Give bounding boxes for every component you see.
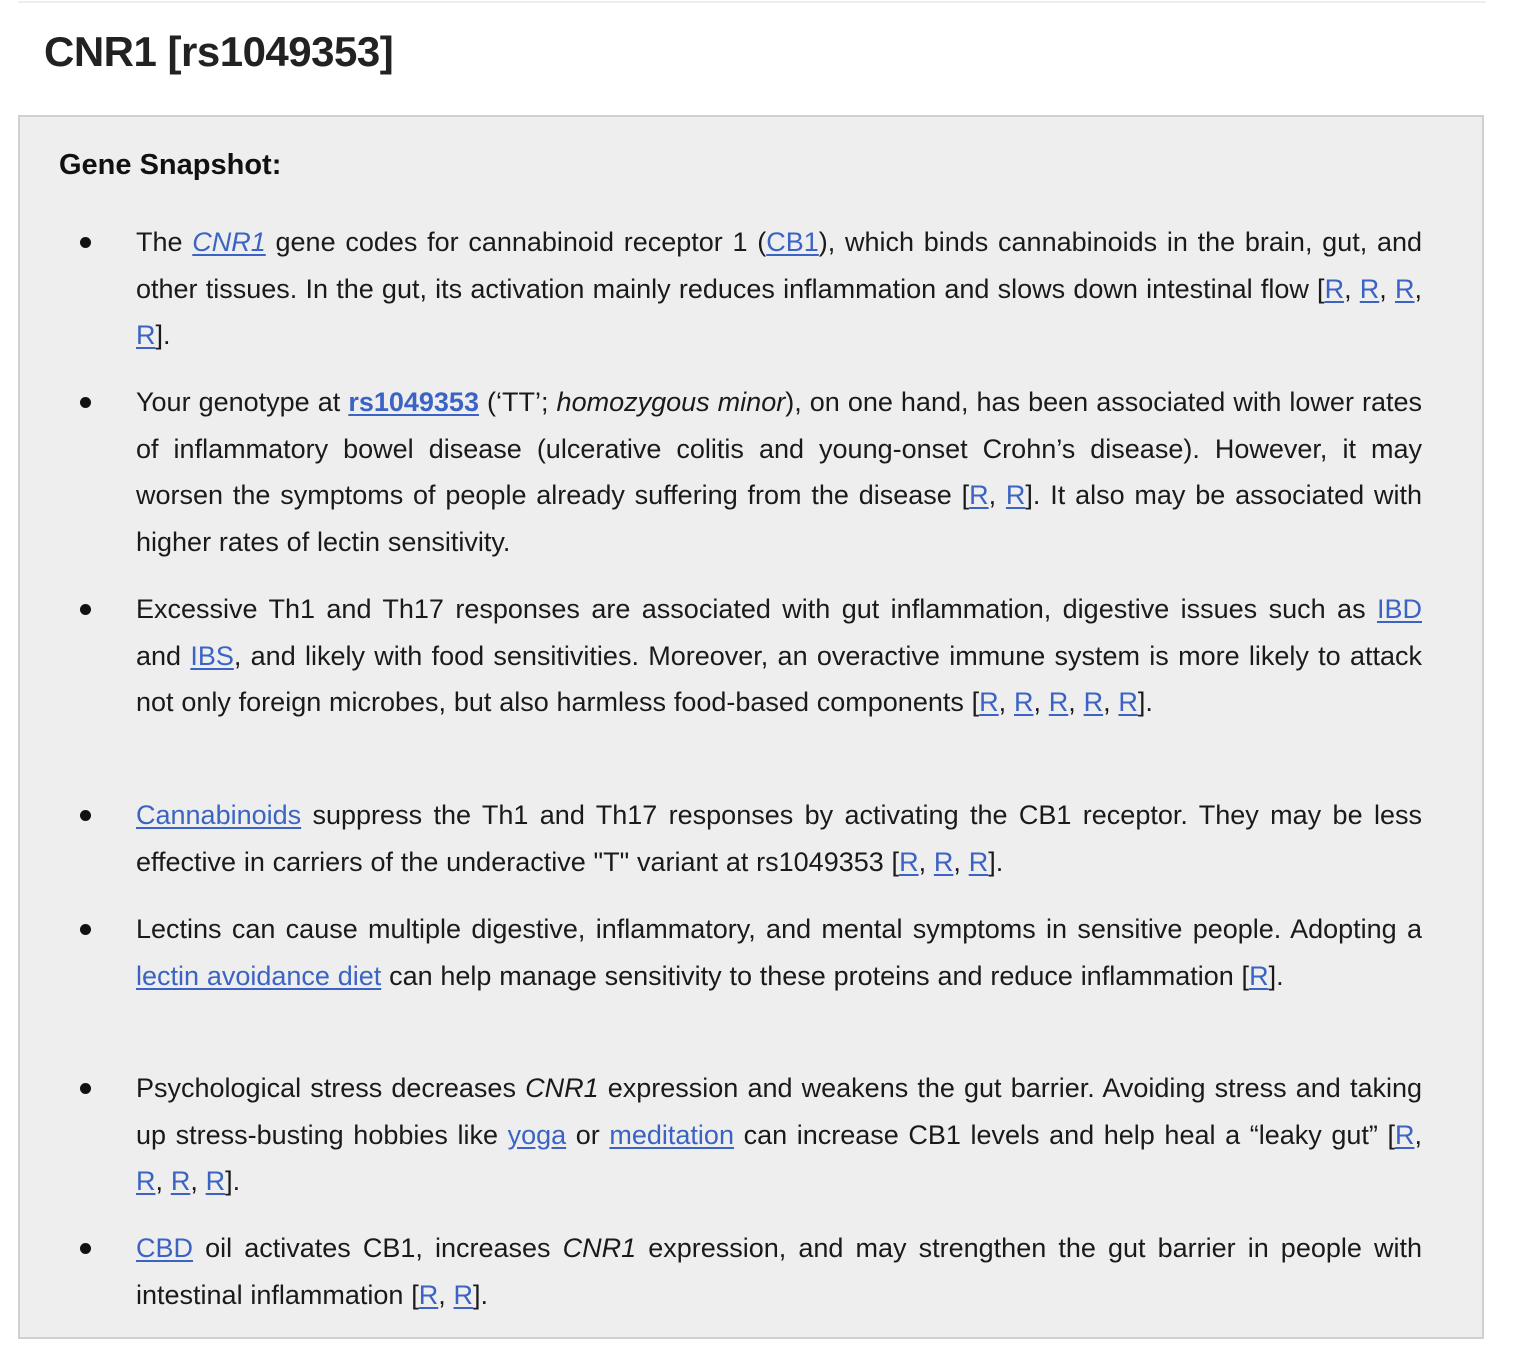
reference-link[interactable]: R — [899, 846, 919, 877]
text-run: , — [1379, 273, 1395, 304]
text-run: , — [1033, 687, 1049, 718]
reference-link[interactable]: R — [1005, 480, 1026, 511]
snapshot-item-text — [136, 387, 1422, 557]
text-run: , — [1103, 687, 1119, 718]
text-run: ]. It also may be associated with higher rates of lectin sensitivity. — [136, 480, 1423, 557]
cbd-link[interactable]: CBD — [136, 1233, 194, 1263]
reference-link[interactable]: R — [1048, 687, 1069, 718]
text-run: , — [1068, 687, 1084, 718]
reference-link[interactable]: R — [1083, 687, 1104, 718]
text-run: oil activates CB1, increases — [193, 1233, 563, 1263]
bullet-icon — [80, 1243, 91, 1254]
text-run: , — [918, 846, 934, 877]
reference-link[interactable]: R — [1394, 273, 1415, 304]
snapshot-item-text — [136, 1073, 1422, 1196]
text-run: (‘TT’; — [478, 387, 557, 417]
snapshot-item-text — [136, 1233, 1422, 1310]
gene-snapshot-title: Gene Snapshot: — [59, 149, 282, 181]
text-run: , and likely with food sensitivities. Moreover, an overactive immune system is more likely to attack not only foreign microbes, but also harmless food-based components [ — [136, 640, 1423, 718]
ibs-link[interactable]: IBS — [190, 640, 234, 671]
ibd-link[interactable]: IBD — [1376, 594, 1422, 624]
italic-text: CNR1 — [562, 1233, 637, 1263]
reference-link[interactable]: R — [453, 1279, 474, 1310]
text-run: , — [190, 1166, 206, 1197]
text-run: , — [953, 846, 969, 877]
text-run: , — [438, 1279, 454, 1310]
text-run: Psychological stress decreases — [136, 1073, 526, 1103]
reference-link[interactable]: R — [1359, 273, 1380, 304]
snapshot-item-th1-th17 — [136, 586, 1422, 726]
italic-text: CNR1 — [525, 1073, 599, 1103]
rs1049353-link[interactable]: rs1049353 — [348, 387, 479, 417]
text-run: ), which binds cannabinoids in the brain, gut, and other tissues. In the gut, its activation mainly reduces inflammation and slows down intestinal flow [ — [136, 227, 1423, 304]
snapshot-item-cbd — [136, 1225, 1422, 1318]
text-run: ]. — [225, 1166, 241, 1197]
reference-link[interactable]: R — [933, 846, 954, 877]
lectin-avoidance-diet-link[interactable]: lectin avoidance diet — [136, 960, 382, 991]
text-run: , — [1414, 1119, 1422, 1150]
text-run: , — [1414, 273, 1422, 304]
bullet-icon — [80, 924, 91, 935]
reference-link[interactable]: R — [136, 320, 156, 351]
text-run: Your genotype at — [136, 387, 349, 417]
text-run: , — [998, 687, 1014, 718]
text-run: expression and weakens the gut barrier. Avoiding stress and taking up stress-busting hobbies like — [136, 1073, 1422, 1150]
text-run: ]. — [155, 320, 171, 351]
yoga-link[interactable]: yoga — [507, 1119, 567, 1150]
text-run: ]. — [1268, 960, 1284, 991]
reference-link[interactable]: R — [1394, 1119, 1415, 1150]
cb1-link[interactable]: CB1 — [766, 227, 819, 257]
snapshot-item-text — [136, 594, 1422, 717]
snapshot-item-text — [136, 800, 1422, 877]
text-run: can increase CB1 levels and help heal a “leaky gut” [ — [733, 1119, 1395, 1150]
bullet-icon — [80, 397, 91, 408]
text-run: Excessive Th1 and Th17 responses are associated with gut inflammation, digestive issues such as — [136, 594, 1377, 624]
text-run: The — [136, 227, 193, 257]
text-run: expression, and may strengthen the gut barrier in people with intestinal inflammation [ — [136, 1233, 1422, 1310]
bullet-icon — [80, 237, 91, 248]
text-run: ]. — [473, 1279, 489, 1310]
reference-link[interactable]: R — [170, 1166, 191, 1197]
snapshot-item-text — [136, 227, 1422, 350]
text-run: suppress the Th1 and Th17 responses by activating the CB1 receptor. They may be less effective in carriers of the underactive "T" variant at rs1049353 [ — [136, 800, 1422, 877]
text-run: gene codes for cannabinoid receptor 1 ( — [265, 227, 767, 257]
reference-link[interactable]: R — [1118, 687, 1138, 718]
text-run: can help manage sensitivity to these proteins and reduce inflammation [ — [381, 960, 1250, 991]
text-run: , — [1344, 273, 1360, 304]
snapshot-item-cannabinoids — [136, 792, 1422, 885]
reference-link[interactable]: R — [968, 846, 989, 877]
text-run: Lectins can cause multiple digestive, inflammatory, and mental symptoms in sensitive people. Adopting a — [136, 914, 1422, 944]
snapshot-item-genotype — [136, 379, 1422, 565]
text-run: ]. — [1137, 687, 1153, 718]
reference-link[interactable]: R — [969, 480, 989, 511]
reference-link[interactable]: R — [418, 1279, 439, 1310]
bullet-icon — [80, 604, 91, 615]
reference-link[interactable]: R — [1013, 687, 1034, 718]
italic-text: homozygous minor — [556, 387, 786, 417]
text-run: or — [566, 1119, 610, 1150]
gene-heading: CNR1 [rs1049353] — [44, 28, 394, 75]
cnr1-link[interactable]: CNR1 — [192, 227, 266, 257]
snapshot-item-lectins — [136, 906, 1422, 999]
snapshot-item-stress — [136, 1065, 1422, 1205]
text-run: and — [136, 640, 191, 671]
reference-link[interactable]: R — [205, 1166, 226, 1197]
bullet-icon — [80, 810, 91, 821]
reference-link[interactable]: R — [1324, 273, 1345, 304]
snapshot-item-cnr1-overview — [136, 219, 1422, 359]
reference-link[interactable]: R — [136, 1166, 156, 1197]
text-run: ]. — [988, 846, 1004, 877]
reference-link[interactable]: R — [1249, 960, 1269, 991]
top-divider — [18, 1, 1486, 3]
text-run: ), on one hand, has been associated with lower rates of inflammatory bowel disease (ulcerative colitis and young-onset Crohn’s disease). However, it may worsen the symptoms of people already suffering from the disease [ — [136, 387, 1423, 511]
bullet-icon — [80, 1083, 91, 1094]
meditation-link[interactable]: meditation — [609, 1119, 734, 1150]
text-run: , — [155, 1166, 171, 1197]
text-run: , — [988, 480, 1006, 511]
cannabinoids-link[interactable]: Cannabinoids — [136, 800, 302, 830]
gene-snapshot-box — [18, 115, 1484, 1339]
reference-link[interactable]: R — [979, 687, 999, 718]
snapshot-item-text — [136, 914, 1422, 991]
